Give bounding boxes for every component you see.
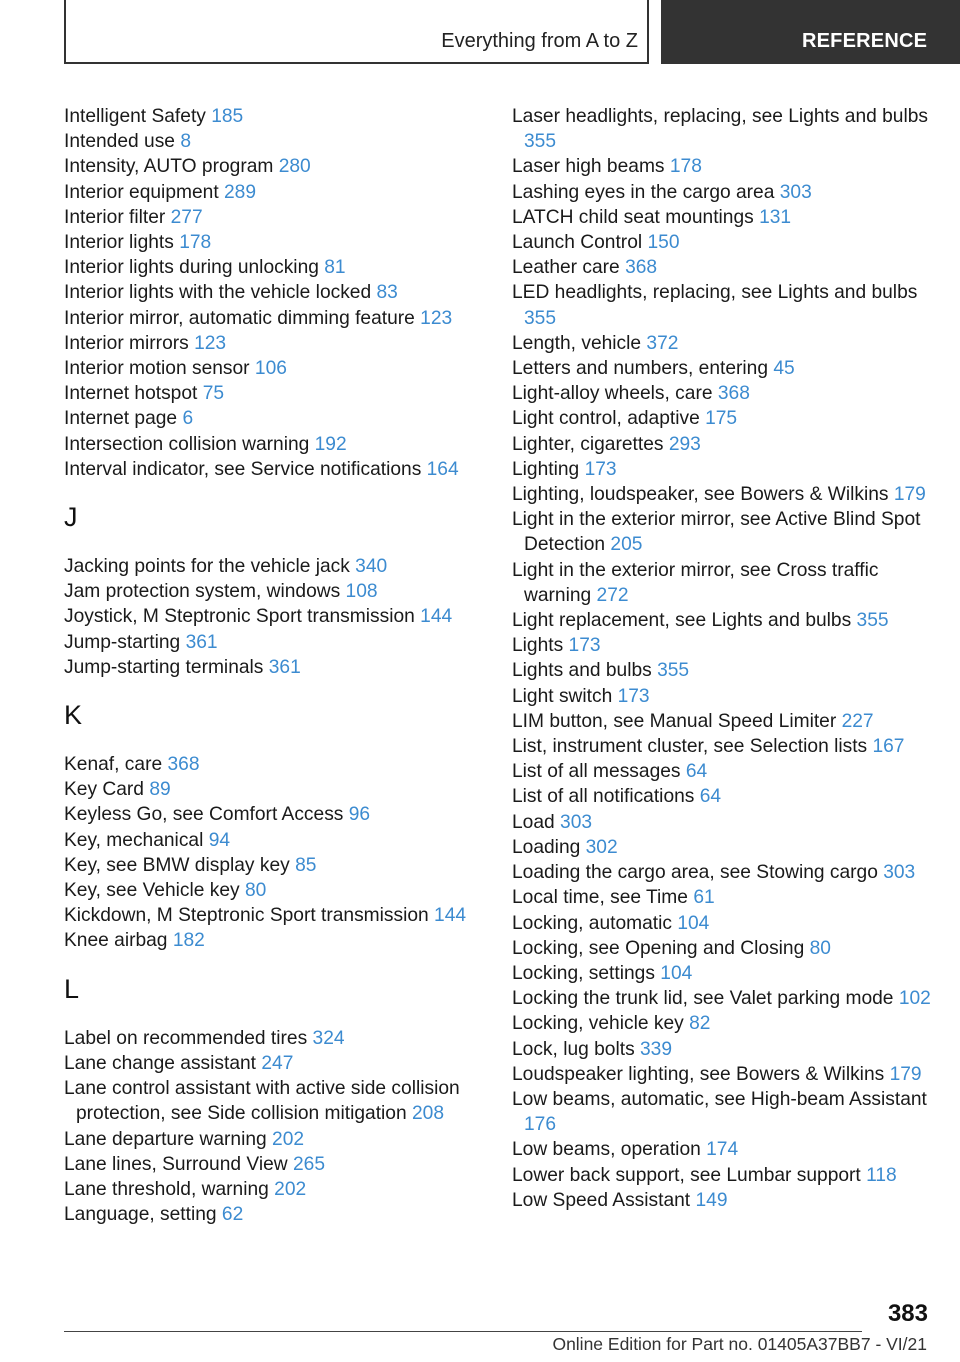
- index-entry-text: Interior lights during unlocking: [64, 257, 319, 279]
- index-letter-heading: L: [64, 973, 80, 1004]
- index-entry: [64, 356, 484, 381]
- index-entry-text: Light in the exterior mirror, see Active Blind Spot Detection: [512, 509, 921, 556]
- page-reference-link[interactable]: 96: [348, 804, 371, 826]
- index-entry-text: Laser headlights, replacing, see Lights and bulbs: [512, 106, 929, 127]
- index-entry-text: LIM button, see Manual Speed Limiter: [512, 710, 837, 732]
- index-entry: [512, 1062, 942, 1087]
- page-reference-link[interactable]: 61: [693, 887, 715, 909]
- index-entry: [64, 180, 484, 205]
- index-entry-text: Intelligent Safety: [64, 106, 206, 127]
- page-reference-link[interactable]: 355: [524, 131, 557, 153]
- index-entry-text: Internet hotspot: [64, 383, 198, 405]
- page-reference-link[interactable]: 173: [584, 458, 617, 480]
- index-entry-text: LATCH child seat mountings: [512, 206, 754, 228]
- page-reference-link[interactable]: 83: [376, 282, 398, 304]
- index-entry: [512, 1163, 942, 1188]
- page-reference-link[interactable]: 280: [278, 156, 311, 178]
- index-entry: [512, 911, 942, 936]
- page-reference-link[interactable]: 355: [657, 660, 690, 682]
- index-entry-text: Key, mechanical: [64, 829, 204, 851]
- index-entry-text: Label on recommended tires: [64, 1027, 308, 1049]
- page-reference-link[interactable]: 355: [524, 307, 557, 329]
- index-entry-text: Lighting, loudspeaker, see Bowers & Wilkins: [512, 484, 889, 506]
- page-reference-link[interactable]: 167: [872, 736, 905, 758]
- index-letter-heading: K: [64, 700, 83, 731]
- index-letter-heading: J: [64, 502, 78, 533]
- edition-footer: Online Edition for Part no. 01405A37BB7 - VI/21: [552, 1334, 927, 1354]
- page-reference-link[interactable]: 265: [293, 1153, 326, 1175]
- index-entry: [512, 406, 942, 431]
- page-reference-link[interactable]: 174: [706, 1139, 739, 1161]
- index-entry-text: Key, see BMW display key: [64, 854, 290, 876]
- page-reference-link[interactable]: 144: [434, 905, 467, 927]
- index-entry-text: Loading the cargo area, see Stowing cargo: [512, 862, 878, 884]
- page-reference-link[interactable]: 149: [695, 1189, 728, 1211]
- index-entry: [64, 129, 484, 154]
- index-entry: [64, 828, 484, 853]
- index-entry: [64, 604, 484, 629]
- index-entry: [64, 1177, 484, 1202]
- index-entry: [512, 180, 942, 205]
- index-entry-text: Launch Control: [512, 232, 643, 254]
- page-reference-link[interactable]: 104: [660, 962, 693, 984]
- index-entry-text: Key Card: [64, 779, 144, 801]
- index-entry-text: Low beams, operation: [512, 1139, 701, 1161]
- index-entry-text: Lights and bulbs: [512, 660, 652, 682]
- index-entry-text: Lane control assistant with active side collision protection, see Side collision mitigation: [64, 1078, 460, 1125]
- index-entry-text: Lighter, cigarettes: [512, 433, 664, 455]
- index-entry-text: Interior equipment: [64, 181, 219, 203]
- index-entry: [64, 306, 484, 331]
- index-entry: [512, 633, 942, 658]
- index-entry-text: Jam protection system, windows: [64, 581, 341, 603]
- index-entry: [64, 655, 484, 680]
- page-reference-link[interactable]: 185: [211, 106, 244, 127]
- page-number: 383: [887, 1300, 928, 1327]
- chapter-tab: REFERENCE: [661, 0, 960, 64]
- index-entry: [512, 104, 942, 154]
- index-entry: [64, 853, 484, 878]
- page-reference-link[interactable]: 192: [314, 433, 347, 455]
- index-entry-text: Low Speed Assistant: [512, 1189, 691, 1211]
- page-reference-link[interactable]: 339: [640, 1038, 673, 1060]
- index-entry: [64, 752, 484, 777]
- index-entry: [512, 432, 942, 457]
- index-entry-text: Key, see Vehicle key: [64, 880, 240, 902]
- index-entry-text: Light-alloy wheels, care: [512, 383, 713, 405]
- index-entry: [64, 104, 484, 129]
- page-reference-link[interactable]: 372: [646, 332, 679, 354]
- index-column-right: [512, 104, 942, 1213]
- page-reference-link[interactable]: 75: [202, 383, 225, 405]
- index-entry-text: Locking, settings: [512, 962, 655, 984]
- page-reference-link[interactable]: 123: [420, 307, 453, 329]
- index-entry: [512, 1188, 942, 1213]
- index-entry-text: Language, setting: [64, 1204, 217, 1226]
- index-entry: [512, 381, 942, 406]
- page-reference-link[interactable]: 82: [689, 1013, 711, 1035]
- index-entry-text: Lane change assistant: [64, 1052, 257, 1074]
- index-entry: [64, 777, 484, 802]
- index-entry: [512, 457, 942, 482]
- page-reference-link[interactable]: 176: [524, 1114, 557, 1136]
- page-reference-link[interactable]: 247: [261, 1052, 294, 1074]
- index-entry: [64, 406, 484, 431]
- index-entry: [64, 878, 484, 903]
- index-entry: [64, 903, 484, 928]
- page-reference-link[interactable]: 303: [560, 811, 593, 833]
- index-entry-text: Length, vehicle: [512, 332, 642, 354]
- index-entry-text: Low beams, automatic, see High-beam Assistant: [512, 1088, 927, 1110]
- index-entry-text: Laser high beams: [512, 156, 665, 178]
- index-entry: [512, 507, 942, 557]
- index-entry: [512, 356, 942, 381]
- index-entry-text: Jump-starting: [64, 631, 181, 653]
- page-reference-link[interactable]: 123: [194, 332, 227, 354]
- index-entry-text: Intended use: [64, 131, 175, 153]
- page-reference-link[interactable]: 108: [345, 581, 378, 603]
- index-entry: [64, 1026, 484, 1051]
- index-entry-text: Locking, see Opening and Closing: [512, 937, 805, 959]
- page-reference-link[interactable]: 106: [254, 358, 287, 380]
- page-reference-link[interactable]: 208: [411, 1103, 444, 1125]
- page-reference-link[interactable]: 293: [668, 433, 701, 455]
- index-entry: [512, 961, 942, 986]
- index-entry: [512, 784, 942, 809]
- page-reference-link[interactable]: 302: [585, 836, 618, 858]
- page-reference-link[interactable]: 45: [773, 358, 795, 380]
- page-reference-link[interactable]: 289: [224, 181, 257, 203]
- index-entry-text: Locking, automatic: [512, 912, 672, 934]
- index-entry-text: Loading: [512, 836, 581, 858]
- index-entry-text: Joystick, M Steptronic Sport transmission: [64, 606, 415, 628]
- index-entry-text: Lock, lug bolts: [512, 1038, 635, 1060]
- page-reference-link[interactable]: 303: [779, 181, 812, 203]
- index-entry-text: Interior lights: [64, 232, 174, 254]
- page-reference-link[interactable]: 368: [167, 754, 200, 776]
- page-reference-link[interactable]: 144: [420, 606, 453, 628]
- index-entry: [64, 331, 484, 356]
- page-reference-link[interactable]: 118: [866, 1164, 897, 1186]
- index-entry: [64, 381, 484, 406]
- index-entry-text: Interior filter: [64, 206, 166, 228]
- page-reference-link[interactable]: 361: [268, 656, 301, 678]
- index-entry: [64, 432, 484, 457]
- index-entry-text: Light control, adaptive: [512, 408, 700, 430]
- index-entry: [512, 885, 942, 910]
- index-entry: [512, 709, 942, 734]
- page-reference-link[interactable]: 182: [172, 930, 205, 952]
- index-entry-text: Leather care: [512, 257, 620, 279]
- page-reference-link[interactable]: 303: [883, 862, 916, 884]
- page-reference-link[interactable]: 104: [677, 912, 710, 934]
- index-entry-text: Lane lines, Surround View: [64, 1153, 288, 1175]
- index-entry: [512, 558, 942, 608]
- index-entry: [512, 810, 942, 835]
- index-entry-text: Locking the trunk lid, see Valet parking mode: [512, 988, 894, 1010]
- index-entry: [64, 230, 484, 255]
- page-reference-link[interactable]: 178: [669, 156, 702, 178]
- index-entry-text: Loudspeaker lighting, see Bowers & Wilkins: [512, 1063, 885, 1085]
- index-entry-text: Jacking points for the vehicle jack: [64, 556, 350, 578]
- index-entry-text: List of all notifications: [512, 786, 695, 808]
- index-entry: [512, 1011, 942, 1036]
- index-entry-text: Lights: [512, 635, 564, 657]
- index-entry-text: Locking, vehicle key: [512, 1013, 684, 1035]
- index-entry-text: Lashing eyes in the cargo area: [512, 181, 775, 203]
- index-entry: [64, 457, 484, 482]
- index-entry: [512, 205, 942, 230]
- page-reference-link[interactable]: 80: [244, 880, 267, 902]
- index-entry: [512, 759, 942, 784]
- index-entry: [64, 280, 484, 305]
- index-entry: [512, 608, 942, 633]
- page-reference-link[interactable]: 8: [180, 131, 191, 153]
- page-reference-link[interactable]: 6: [182, 408, 194, 430]
- index-entry-text: Knee airbag: [64, 930, 168, 952]
- page-reference-link[interactable]: 368: [625, 257, 658, 279]
- index-entry-text: Interior mirrors: [64, 332, 189, 354]
- section-title: Everything from A to Z: [441, 30, 638, 52]
- index-entry: [512, 835, 942, 860]
- page-reference-link[interactable]: 173: [617, 685, 650, 707]
- index-entry: [64, 928, 484, 953]
- page-reference-link[interactable]: 64: [699, 786, 722, 808]
- page-reference-link[interactable]: 179: [893, 484, 926, 506]
- index-entry: [512, 1137, 942, 1162]
- index-entry: [64, 1202, 484, 1227]
- index-entry: [64, 1127, 484, 1152]
- index-entry-text: Lane threshold, warning: [64, 1178, 269, 1200]
- index-entry: [512, 1037, 942, 1062]
- index-entry-text: Intensity, AUTO program: [64, 156, 274, 178]
- index-entry: [64, 205, 484, 230]
- index-entry: [512, 1087, 942, 1137]
- page-reference-link[interactable]: 202: [272, 1128, 305, 1150]
- index-entry: [512, 734, 942, 759]
- index-entry: [512, 280, 942, 330]
- index-entry-text: Jump-starting terminals: [64, 656, 264, 678]
- index-entry-text: Letters and numbers, entering: [512, 358, 768, 380]
- index-entry-text: Internet page: [64, 408, 178, 430]
- index-entry: [64, 1076, 484, 1126]
- page-reference-link[interactable]: 94: [208, 829, 231, 851]
- page-reference-link[interactable]: 80: [809, 937, 831, 959]
- index-entry-text: Interval indicator, see Service notifications: [64, 458, 422, 480]
- index-entry-text: Intersection collision warning: [64, 433, 310, 455]
- index-entry-text: Interior mirror, automatic dimming feature: [64, 307, 415, 329]
- index-entry-text: Interior motion sensor: [64, 358, 250, 380]
- page-reference-link[interactable]: 361: [185, 631, 218, 653]
- index-entry-text: Light switch: [512, 685, 613, 707]
- index-entry: [512, 482, 942, 507]
- index-entry-text: Load: [512, 811, 555, 833]
- page-reference-link[interactable]: 175: [705, 408, 738, 430]
- index-entry-text: Lighting: [512, 458, 580, 480]
- page-reference-link[interactable]: 131: [759, 206, 792, 228]
- index-entry-text: Lane departure warning: [64, 1128, 267, 1150]
- page-reference-link[interactable]: 178: [179, 232, 212, 254]
- index-entry: [512, 684, 942, 709]
- page-reference-link[interactable]: 62: [221, 1204, 244, 1226]
- index-column-left: [64, 104, 484, 1227]
- index-entry: [512, 331, 942, 356]
- index-entry: [512, 154, 942, 179]
- page-reference-link[interactable]: 324: [312, 1027, 345, 1049]
- index-entry: [512, 936, 942, 961]
- footer-divider: [64, 1331, 862, 1332]
- page-reference-link[interactable]: 102: [898, 988, 931, 1010]
- page-reference-link[interactable]: 85: [295, 854, 317, 876]
- index-entry: [512, 230, 942, 255]
- page-reference-link[interactable]: 173: [568, 635, 601, 657]
- index-entry-text: Interior lights with the vehicle locked: [64, 282, 372, 304]
- index-entry-text: Light replacement, see Lights and bulbs: [512, 610, 852, 632]
- page-reference-link[interactable]: 81: [324, 257, 346, 279]
- page-reference-link[interactable]: 150: [647, 232, 680, 254]
- index-entry: [64, 1051, 484, 1076]
- index-entry: [512, 658, 942, 683]
- index-entry-text: List of all messages: [512, 761, 681, 783]
- index-entry: [64, 579, 484, 604]
- page-reference-link[interactable]: 368: [717, 383, 750, 405]
- page-reference-link[interactable]: 355: [856, 610, 889, 632]
- page-reference-link[interactable]: 340: [355, 556, 388, 578]
- index-entry-text: Keyless Go, see Comfort Access: [64, 804, 344, 826]
- index-entry-text: Kenaf, care: [64, 754, 163, 776]
- page-reference-link[interactable]: 89: [149, 779, 171, 801]
- index-entry: [64, 630, 484, 655]
- index-entry-text: Lower back support, see Lumbar support: [512, 1164, 861, 1186]
- index-entry-text: Kickdown, M Steptronic Sport transmission: [64, 905, 429, 927]
- index-entry: [64, 154, 484, 179]
- page-reference-link[interactable]: 272: [596, 584, 629, 606]
- index-entry: [64, 1152, 484, 1177]
- page-reference-link[interactable]: 227: [841, 710, 874, 732]
- index-entry: [512, 255, 942, 280]
- index-entry-text: Local time, see Time: [512, 887, 688, 909]
- index-entry: [64, 255, 484, 280]
- index-entry: [512, 860, 942, 885]
- index-entry-text: List, instrument cluster, see Selection lists: [512, 736, 868, 758]
- page-reference-link[interactable]: 164: [426, 458, 459, 480]
- page-reference-link[interactable]: 179: [889, 1063, 922, 1085]
- page-reference-link[interactable]: 64: [685, 761, 708, 783]
- index-entry: [64, 554, 484, 579]
- index-entry: [64, 802, 484, 827]
- page-reference-link[interactable]: 205: [610, 534, 643, 556]
- index-entry-text: Light in the exterior mirror, see Cross traffic warning: [512, 559, 879, 606]
- page-reference-link[interactable]: 277: [170, 206, 203, 228]
- index-entry: [512, 986, 942, 1011]
- index-entry-text: LED headlights, replacing, see Lights and bulbs: [512, 282, 918, 304]
- page-reference-link[interactable]: 202: [274, 1178, 307, 1200]
